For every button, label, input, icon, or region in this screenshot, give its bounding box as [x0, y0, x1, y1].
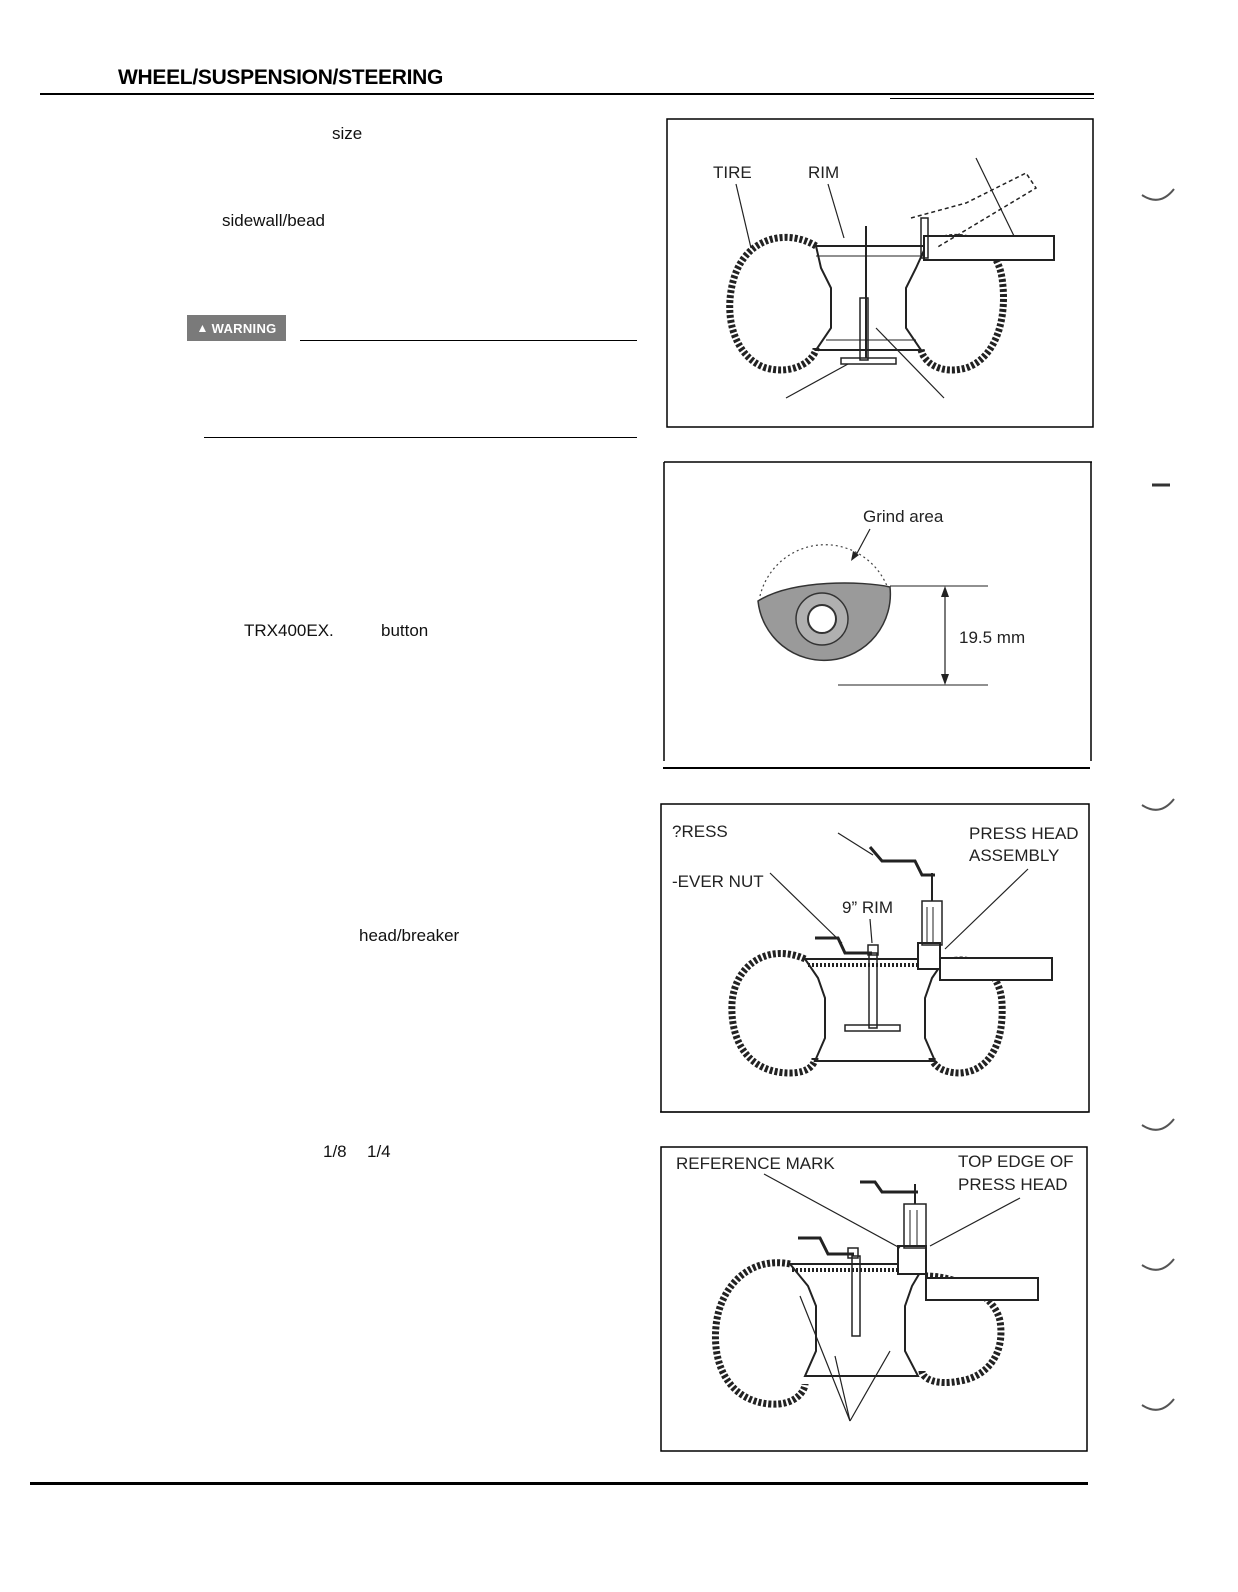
figure-reference-mark-drawing: [660, 1146, 1088, 1452]
margin-tab-mark-4: [1140, 1115, 1180, 1135]
label-rim-size: 9” RIM: [842, 898, 893, 917]
figure-grind-area: [663, 461, 1093, 771]
margin-tab-mark-2: [1150, 480, 1175, 490]
warning-label: WARNING: [211, 320, 277, 336]
margin-tab-mark-6: [1140, 1395, 1180, 1415]
page-section-title: WHEEL/SUSPENSION/STEERING: [118, 66, 444, 89]
header-rule-right: [890, 98, 1094, 99]
text-fragment-quarter: 1/4: [367, 1142, 391, 1161]
header-rule: [40, 93, 1094, 95]
text-fragment-button: button: [381, 621, 429, 640]
warning-rule-bottom: [204, 437, 637, 438]
label-reference-mark: REFERENCE MARK: [676, 1154, 835, 1173]
warning-triangle-icon: ▲: [196, 321, 209, 335]
text-fragment-model: TRX400EX.: [244, 621, 334, 640]
label-press: ?RESS: [672, 822, 728, 841]
warning-rule-top: [300, 340, 637, 341]
figure-press-head-drawing: [660, 803, 1090, 1113]
text-fragment-head-breaker: head/breaker: [359, 926, 460, 945]
text-fragment-size: size: [332, 124, 363, 143]
text-fragment-eighth: 1/8: [323, 1142, 347, 1161]
figure-bead-breaker-drawing: [666, 118, 1094, 428]
label-press-head: PRESS HEAD: [958, 1175, 1068, 1194]
margin-tab-mark-5: [1140, 1255, 1180, 1275]
label-dimension: 19.5 mm: [959, 628, 1026, 647]
label-grind-area: Grind area: [863, 507, 944, 526]
figure-press-head-assembly: [660, 803, 1090, 1113]
figure-grind-area-drawing: [663, 461, 1093, 771]
figure-reference-mark: [660, 1146, 1088, 1452]
margin-tab-mark-3: [1140, 795, 1180, 815]
label-rim: RIM: [808, 163, 840, 182]
label-tire: TIRE: [713, 163, 752, 182]
footer-rule: [30, 1482, 1088, 1485]
label-press-head-line1: PRESS HEAD: [969, 824, 1079, 843]
label-top-edge: TOP EDGE OF: [958, 1152, 1074, 1171]
margin-tab-mark-1: [1140, 185, 1180, 205]
figure-bead-breaker: [666, 118, 1094, 428]
text-fragment-sidewall: sidewall/bead: [222, 211, 326, 230]
warning-badge: [187, 315, 286, 341]
label-press-head-line2: ASSEMBLY: [969, 846, 1060, 865]
label-lever-nut: -EVER NUT: [672, 872, 764, 891]
